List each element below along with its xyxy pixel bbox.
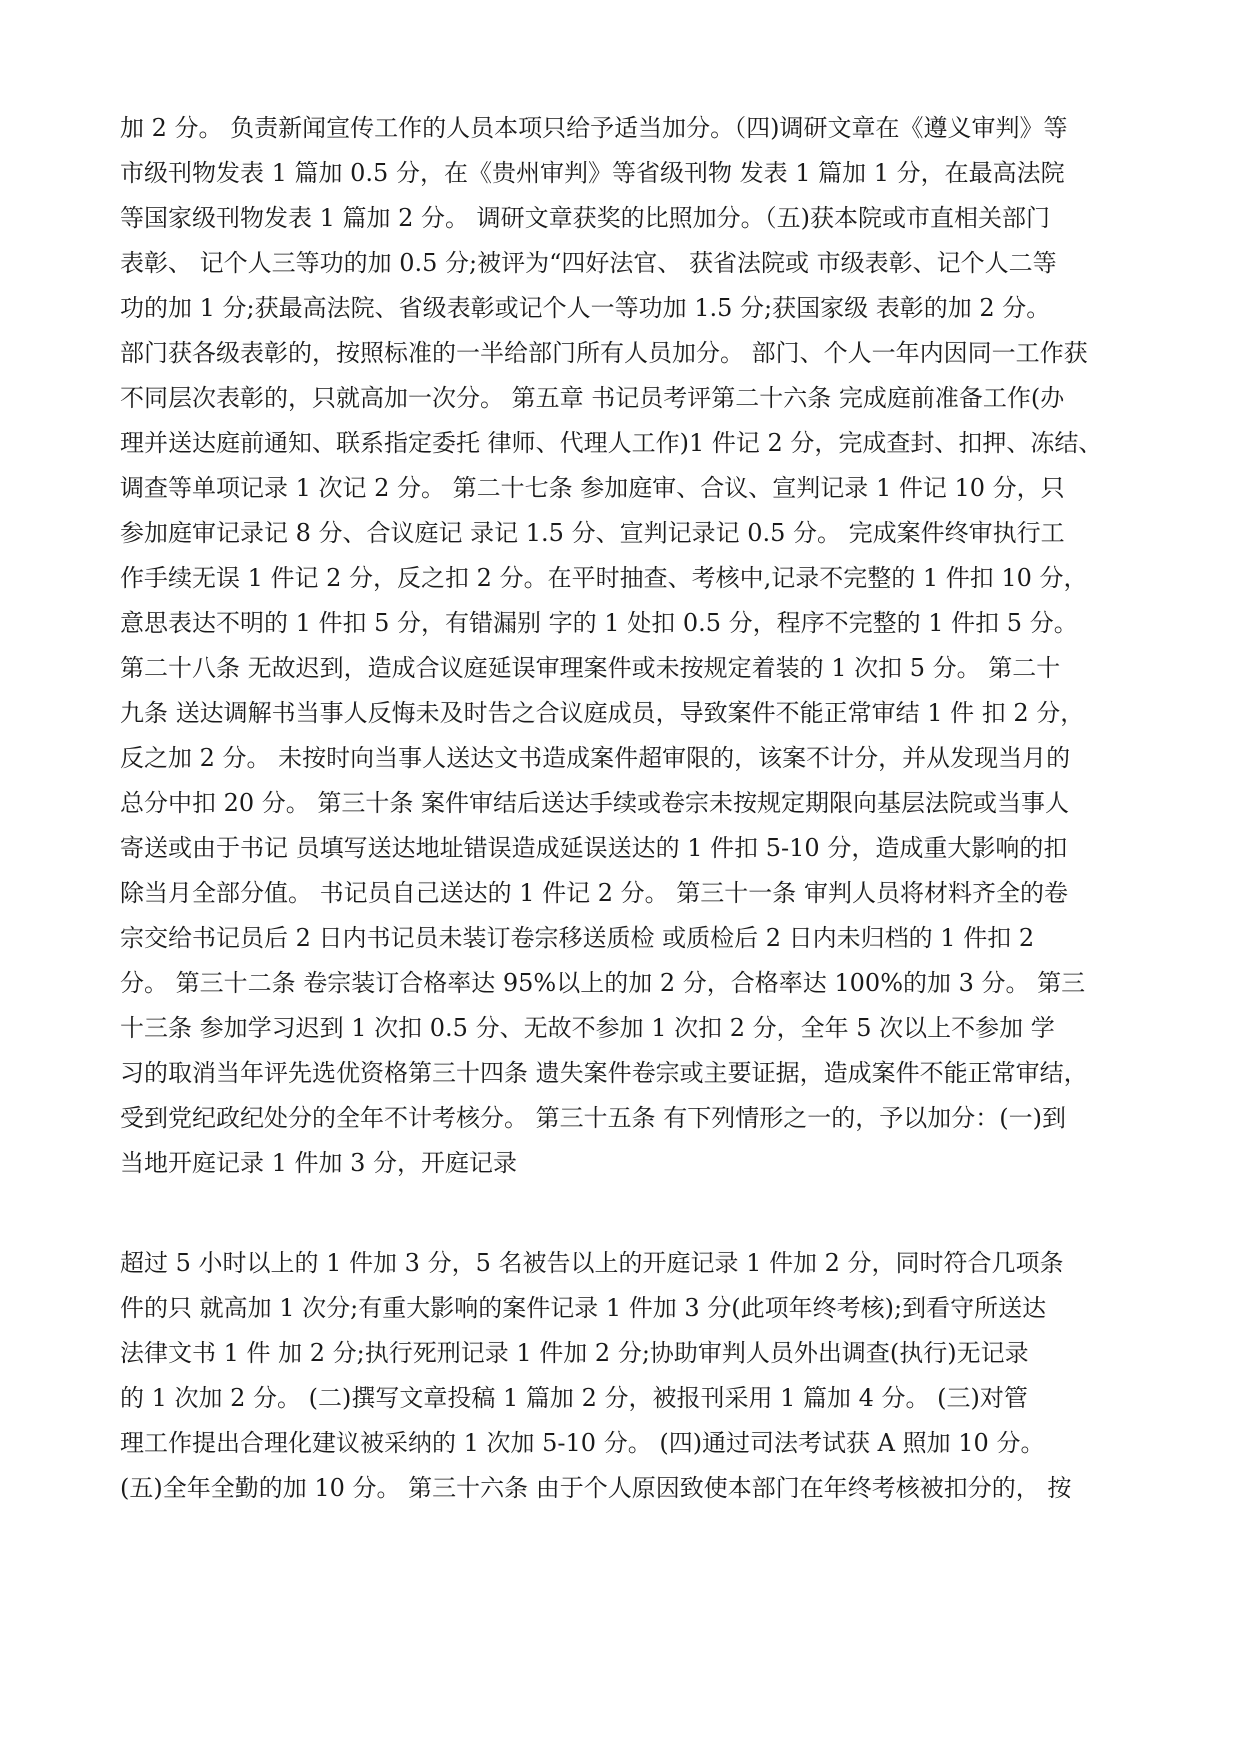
text-line-1: 加 2 分。 负责新闻宣传工作的人员本项只给予适当加分。（四)调研文章在《遵义审判》等 xyxy=(120,114,1068,142)
text-line-30: (五)全年全勤的加 10 分。 第三十六条 由于个人原因致使本部门在年终考核被扣分的， 按 xyxy=(120,1474,1072,1502)
text-line-12: 意思表达不明的 1 件扣 5 分，有错漏别 字的 1 处扣 0.5 分，程序不完整的 1 件扣 5 分。 xyxy=(120,609,1078,637)
text-line-27: 法律文书 1 件 加 2 分;执行死刑记录 1 件加 2 分;协助审判人员外出调查(执行)无记录 xyxy=(120,1339,1029,1367)
text-line-11: 作手续无误 1 件记 2 分，反之扣 2 分。在平时抽查、考核中,记录不完整的 1 件扣 10 分， xyxy=(120,564,1088,592)
text-line-22: 习的取消当年评先选优资格第三十四条 遗失案件卷宗或主要证据，造成案件不能正常审结， xyxy=(120,1059,1088,1087)
text-line-10: 参加庭审记录记 8 分、合议庭记 录记 1.5 分、宣判记录记 0.5 分。 完成案件终审执行工 xyxy=(120,519,1065,547)
text-line-24: 当地开庭记录 1 件加 3 分，开庭记录 xyxy=(120,1149,518,1177)
text-line-16: 总分中扣 20 分。 第三十条 案件审结后送达手续或卷宗未按规定期限向基层法院或当事人 xyxy=(120,789,1070,817)
text-line-13: 第二十八条 无故迟到，造成合议庭延误审理案件或未按规定着装的 1 次扣 5 分。 第二十 xyxy=(120,654,1061,682)
text-line-9: 调查等单项记录 1 次记 2 分。 第二十七条 参加庭审、合议、宣判记录 1 件记 10 分，只 xyxy=(120,474,1065,502)
text-line-3: 等国家级刊物发表 1 篇加 2 分。 调研文章获奖的比照加分。（五)获本院或市直相关部门 xyxy=(120,204,1051,232)
text-line-14: 九条 送达调解书当事人反悔未及时告之合议庭成员，导致案件不能正常审结 1 件 扣 2 分， xyxy=(120,699,1085,727)
text-line-19: 宗交给书记员后 2 日内书记员未装订卷宗移送质检 或质检后 2 日内未归档的 1 件扣 2 xyxy=(120,924,1035,952)
text-line-8: 理并送达庭前通知、联系指定委托 律师、代理人工作)1 件记 2 分，完成查封、扣押、冻结、 xyxy=(120,429,1103,457)
text-line-21: 十三条 参加学习迟到 1 次扣 0.5 分、无故不参加 1 次扣 2 分，全年 5 次以上不参加 学 xyxy=(120,1014,1055,1042)
text-line-28: 的 1 次加 2 分。 (二)撰写文章投稿 1 篇加 2 分，被报刊采用 1 篇加 4 分。 (三)对管 xyxy=(120,1384,1028,1412)
text-line-17: 寄送或由于书记 员填写送达地址错误造成延误送达的 1 件扣 5-10 分，造成重大影响的扣 xyxy=(120,834,1068,862)
text-line-29: 理工作提出合理化建议被采纳的 1 次加 5-10 分。 (四)通过司法考试获 A 照加 10 分。 xyxy=(120,1429,1045,1457)
text-line-2: 市级刊物发表 1 篇加 0.5 分，在《贵州审判》等省级刊物 发表 1 篇加 1 分，在最高法院 xyxy=(120,159,1065,187)
text-line-15: 反之加 2 分。 未按时向当事人送达文书造成案件超审限的，该案不计分，并从发现当月的 xyxy=(120,744,1071,772)
text-line-18: 除当月全部分值。 书记员自己送达的 1 件记 2 分。 第三十一条 审判人员将材料齐全的卷 xyxy=(120,879,1068,907)
text-line-25: 超过 5 小时以上的 1 件加 3 分，5 名被告以上的开庭记录 1 件加 2 分，同时符合几项条 xyxy=(120,1249,1064,1277)
text-line-23: 受到党纪政纪处分的全年不计考核分。 第三十五条 有下列情形之一的，予以加分：(一)到 xyxy=(120,1104,1066,1132)
text-line-4: 表彰、 记个人三等功的加 0.5 分;被评为“四好法官、 获省法院或 市级表彰、记个人二等 xyxy=(120,249,1057,277)
text-line-7: 不同层次表彰的，只就高加一次分。 第五章 书记员考评第二十六条 完成庭前准备工作(办 xyxy=(120,384,1065,412)
text-line-20: 分。 第三十二条 卷宗装订合格率达 95%以上的加 2 分，合格率达 100%的加 3 分。 第三 xyxy=(120,969,1086,997)
text-line-5: 功的加 1 分;获最高法院、省级表彰或记个人一等功加 1.5 分;获国家级 表彰的加 2 分。 xyxy=(120,294,1051,322)
text-line-26: 件的只 就高加 1 次分;有重大影响的案件记录 1 件加 3 分(此项年终考核);到看守所送达 xyxy=(120,1294,1047,1322)
text-line-6: 部门获各级表彰的，按照标准的一半给部门所有人员加分。 部门、个人一年内因同一工作获 xyxy=(120,339,1088,367)
